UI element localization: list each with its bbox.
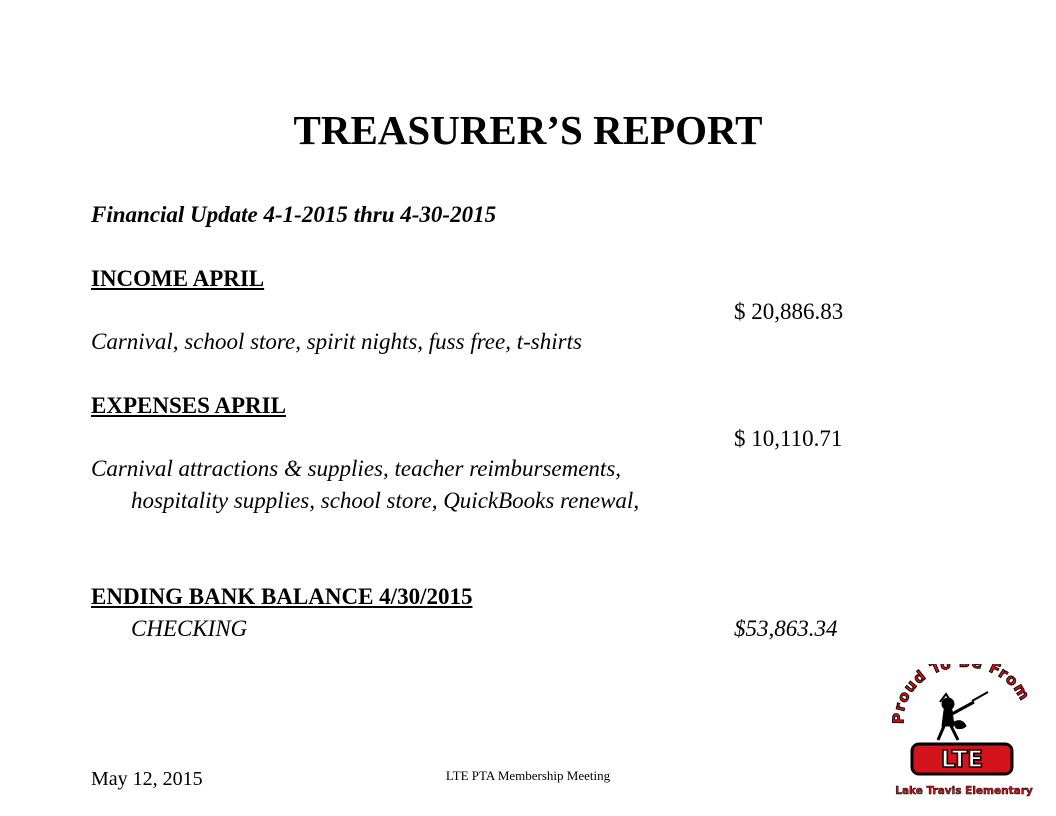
checking-amount: $53,863.34 [734,616,838,641]
mascot-figure-icon [938,692,988,740]
expenses-amount: $ 10,110.71 [734,426,843,451]
logo-arc-text: Proud To From [889,664,1034,725]
footer-date: May 12, 2015 [91,768,203,790]
school-mascot-logo-icon [888,664,1038,804]
logo-badge-text: LTE [940,747,984,773]
logo-school-name: Lake Travis Elementary [895,785,1033,797]
income-description: Carnival, school store, spirit nights, fuss free, t-shirts [91,329,582,354]
checking-label: CHECKING [131,616,248,641]
expenses-description-line-2: hospitality supplies, school store, QuickBooks renewal, [131,488,640,513]
page-title: TREASURER’S REPORT [293,107,763,153]
expenses-description-line-1: Carnival attractions & supplies, teacher reimbursements, [91,456,622,481]
expenses-heading: EXPENSES APRIL [91,393,286,418]
report-subtitle: Financial Update 4-1-2015 thru 4-30-2015 [91,202,497,227]
income-amount: $ 20,886.83 [734,299,844,324]
balance-heading: ENDING BANK BALANCE 4/30/2015 [91,584,473,609]
footer-meeting-name: LTE PTA Membership Meeting [445,768,611,783]
income-heading: INCOME APRIL [91,266,265,291]
